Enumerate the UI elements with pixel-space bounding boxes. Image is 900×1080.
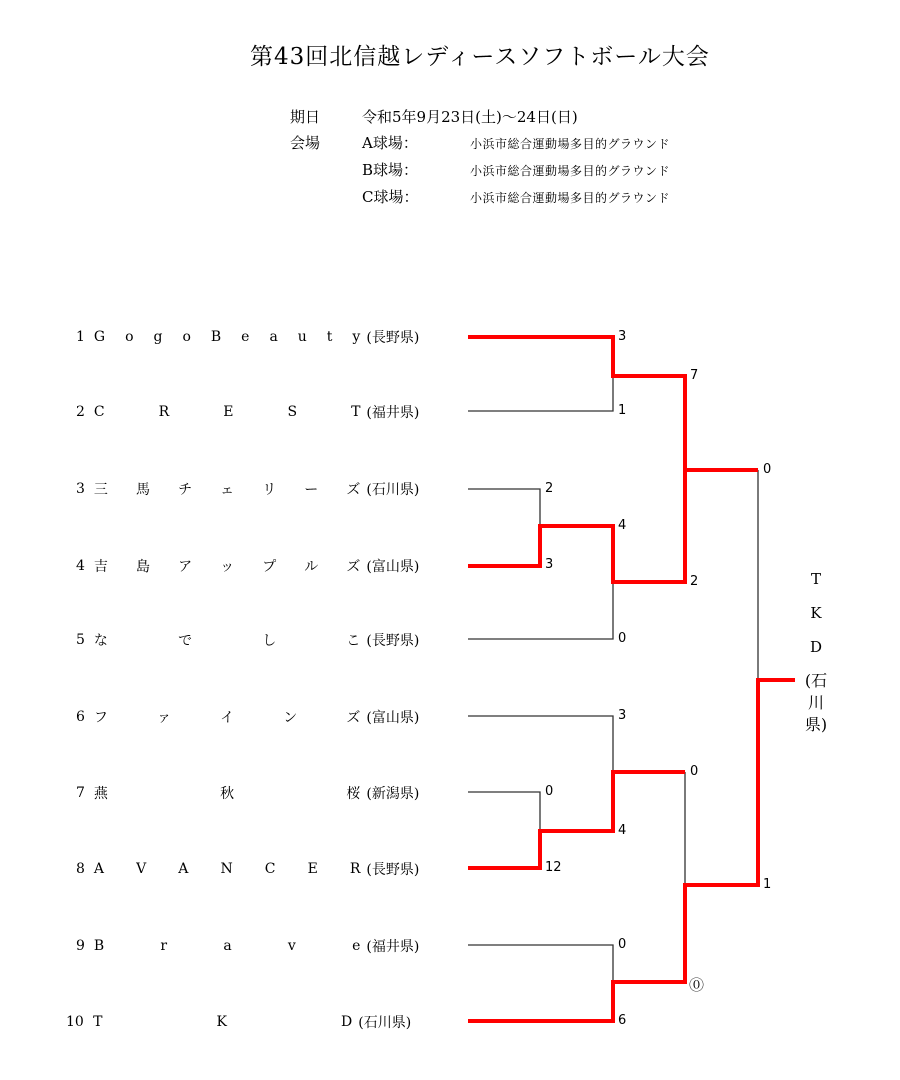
team-name: 吉 島 ア ッ プ ル ズ	[93, 559, 361, 575]
champion-char: 川	[807, 693, 824, 712]
team-num: 4	[76, 558, 85, 574]
team-name: T K D	[93, 1014, 353, 1030]
team-row-7	[76, 782, 436, 804]
line-team-6	[468, 716, 613, 772]
team-name: B r a v e	[93, 938, 361, 954]
score-r2-team-6: 3	[618, 708, 627, 723]
score-r1-team-8: 12	[545, 860, 562, 875]
champion-char: D	[809, 638, 823, 656]
team-row-10	[66, 1011, 426, 1033]
team-pref: (福井県)	[366, 939, 420, 955]
team-pref: (長野県)	[366, 330, 420, 346]
team-row-1	[76, 326, 436, 348]
score-sf2-top: 0	[690, 764, 699, 779]
team-num: 7	[76, 785, 85, 801]
score-r2-team-10: 6	[618, 1013, 627, 1028]
team-name: な で し こ	[93, 633, 361, 649]
team-row-8	[76, 858, 436, 880]
team-row-2	[76, 401, 436, 423]
score-r2-team-2: 1	[618, 403, 627, 418]
score-r1-team-3: 2	[545, 481, 554, 496]
team-name: 燕 秋 桜	[93, 786, 361, 802]
team-pref: (新潟県)	[366, 786, 420, 802]
team-num: 5	[76, 632, 85, 648]
line-team-7	[468, 792, 540, 831]
date-label: 期日	[290, 108, 321, 126]
champion-label	[800, 570, 832, 734]
score-r2-team-1: 3	[618, 329, 627, 344]
team-row-9	[76, 935, 436, 957]
team-row-5	[76, 629, 436, 651]
score-r1-team-7: 0	[545, 784, 554, 799]
line-team-2	[468, 376, 613, 411]
line-team-5	[468, 582, 613, 639]
champion-char: (石	[804, 671, 828, 690]
champion-char: T	[810, 570, 821, 588]
team-pref: (長野県)	[366, 633, 420, 649]
team-name: A V A N C E R	[93, 861, 361, 877]
win-path-team-4	[468, 470, 685, 582]
line-team-9	[468, 945, 613, 982]
date-value: 令和5年9月23日(土)～24日(日)	[362, 108, 578, 126]
team-pref: (福井県)	[366, 405, 420, 421]
team-pref: (石川県)	[366, 482, 420, 498]
team-num: 9	[76, 938, 85, 954]
team-num: 10	[66, 1014, 84, 1030]
venue-field-b: B球場：	[362, 161, 419, 179]
venue-place-b: 小浜市総合運動場多目的グラウンド	[470, 164, 671, 178]
team-name: フ ァ イ ン ズ	[93, 710, 361, 726]
team-name: C R E S T	[93, 404, 361, 420]
team-name: 三 馬 チ ェ リ ー ズ	[93, 482, 361, 498]
venue-place-a: 小浜市総合運動場多目的グラウンド	[470, 137, 671, 151]
team-num: 3	[76, 481, 85, 497]
champion-char: K	[810, 604, 822, 622]
win-path-team-10	[468, 680, 795, 1021]
line-team-3	[468, 489, 540, 526]
venue-label: 会場	[290, 134, 321, 152]
team-pref: (長野県)	[366, 862, 420, 878]
venue-field-c: C球場：	[362, 188, 419, 206]
score-r2-winner-3-4: 4	[618, 518, 627, 533]
team-num: 6	[76, 709, 85, 725]
score-sf2-bottom: ⓪	[689, 976, 705, 994]
score-r2-team-9: 0	[618, 937, 627, 952]
score-final-top: 0	[763, 462, 772, 477]
score-r1-team-4: 3	[545, 557, 554, 572]
team-pref: (石川県)	[358, 1015, 412, 1031]
team-row-4	[76, 555, 436, 577]
win-path-team-8	[468, 772, 685, 868]
score-r2-winner-7-8: 4	[618, 823, 627, 838]
team-row-3	[76, 478, 436, 500]
page-title: 第43回北信越レディースソフトボール大会	[250, 44, 710, 70]
venue-place-c: 小浜市総合運動場多目的グラウンド	[470, 191, 671, 205]
score-r2-team-5: 0	[618, 631, 627, 646]
score-sf1-top: 7	[690, 368, 699, 383]
venue-field-a: A球場：	[362, 134, 418, 152]
team-num: 2	[76, 404, 85, 420]
champion-char: 県)	[804, 715, 828, 734]
team-name: G o g o B e a u t y	[93, 329, 361, 345]
team-num: 1	[76, 329, 85, 345]
score-sf1-bottom: 2	[690, 574, 699, 589]
team-pref: (富山県)	[366, 710, 420, 726]
team-row-6	[76, 706, 436, 728]
score-final-bottom: 1	[763, 877, 772, 892]
team-pref: (富山県)	[366, 559, 420, 575]
team-num: 8	[76, 861, 85, 877]
